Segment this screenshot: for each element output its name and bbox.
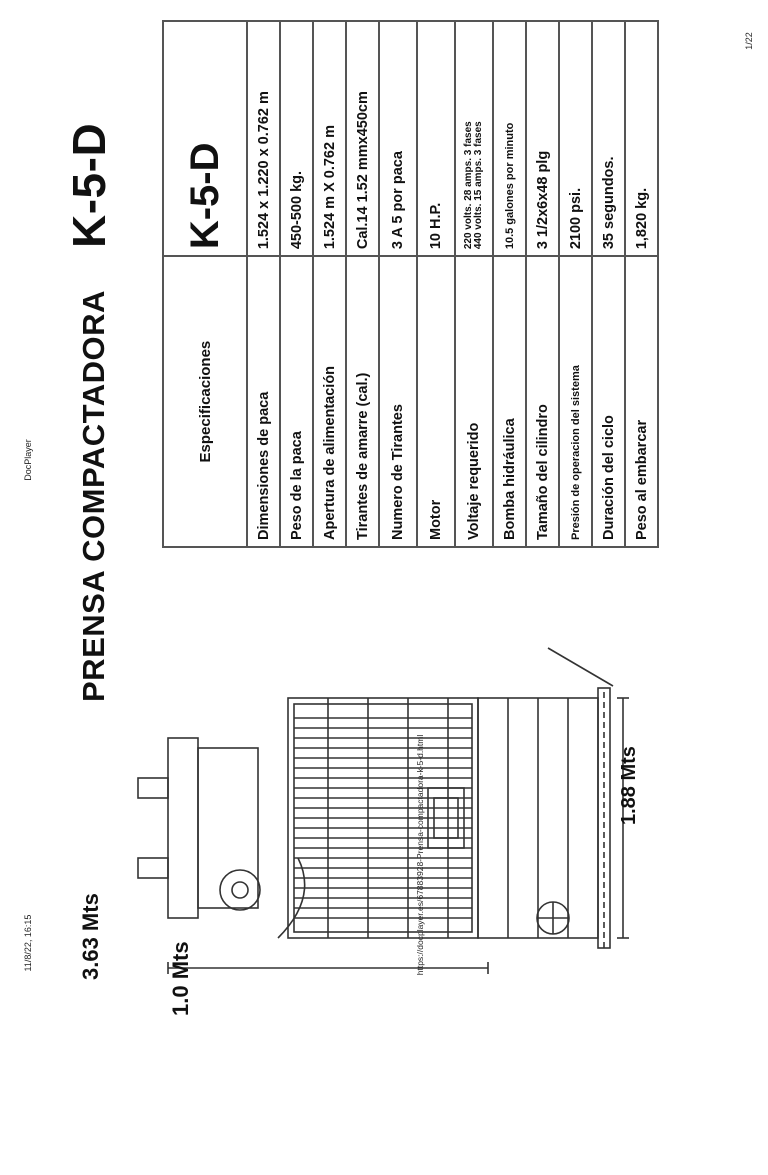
header-specifications: Especificaciones — [163, 256, 247, 547]
spec-value: 10 H.P. — [417, 21, 455, 256]
spec-value: 2100 psi. — [559, 21, 592, 256]
spec-label: Motor — [417, 256, 455, 547]
depth-dimension-label: 1.0 Mts — [168, 941, 193, 1016]
table-row — [346, 21, 379, 547]
width-dimension-label: 1.88 Mts — [618, 746, 640, 825]
baler-machine-drawing — [128, 558, 648, 978]
document-title: PRENSA COMPACTADORA — [76, 290, 111, 702]
spec-value: 1.524 x 1.220 x 0.762 m — [247, 21, 280, 256]
table-row — [526, 21, 559, 547]
table-row — [313, 21, 346, 547]
spec-label: Apertura de alimentación — [313, 256, 346, 547]
table-row — [592, 21, 625, 547]
print-url[interactable]: https://docplayer.es/67883928-Prensa-compactadora-k-5-d.html — [415, 734, 425, 976]
table-row — [455, 21, 493, 547]
specifications-table — [162, 20, 659, 548]
spec-value: 3 A 5 por paca — [379, 21, 417, 256]
spec-label: Numero de Tirantes — [379, 256, 417, 547]
spec-label: Tirantes de amarre (cal.) — [346, 256, 379, 547]
spec-value: Cal.14 1.52 mmx450cm — [346, 21, 379, 256]
height-dimension-label: 3.63 Mts — [78, 893, 103, 980]
spec-label: Tamaño del cilindro — [526, 256, 559, 547]
spec-value: 450-500 kg. — [280, 21, 313, 256]
spec-value: 10.5 galones por minuto — [493, 21, 526, 256]
model-title: K-5-D — [63, 122, 115, 248]
print-site-name: DocPlayer — [23, 439, 33, 481]
table-row — [417, 21, 455, 547]
voltage-line-1: 220 volts. 28 amps. 3 fases — [463, 121, 474, 250]
header-model: K-5-D — [163, 21, 247, 256]
table-row — [379, 21, 417, 547]
table-row — [559, 21, 592, 547]
table-row — [625, 21, 658, 547]
spec-label: Peso al embarcar — [625, 256, 658, 547]
table-row — [493, 21, 526, 547]
spec-value: 3 1/2x6x48 plg — [526, 21, 559, 256]
table-row — [280, 21, 313, 547]
spec-label: Duración del ciclo — [592, 256, 625, 547]
voltage-line-2: 440 volts. 15 amps. 3 fases — [473, 121, 484, 250]
spec-value — [455, 21, 493, 256]
spec-label: Bomba hidráulica — [493, 256, 526, 547]
print-page-number: 1/22 — [744, 32, 754, 50]
print-datetime: 11/8/22, 16:15 — [23, 914, 33, 972]
spec-value: 35 segundos. — [592, 21, 625, 256]
rotated-document-page — [63, 20, 718, 1020]
spec-label: Dimensiones de paca — [247, 256, 280, 547]
table-header-row — [163, 21, 247, 547]
table-row — [247, 21, 280, 547]
spec-value: 1,820 kg. — [625, 21, 658, 256]
spec-label: Peso de la paca — [280, 256, 313, 547]
spec-label: Voltaje requerido — [455, 256, 493, 547]
spec-label: Presión de operacion del sistema — [559, 256, 592, 547]
spec-value: 1.524 m X 0.762 m — [313, 21, 346, 256]
